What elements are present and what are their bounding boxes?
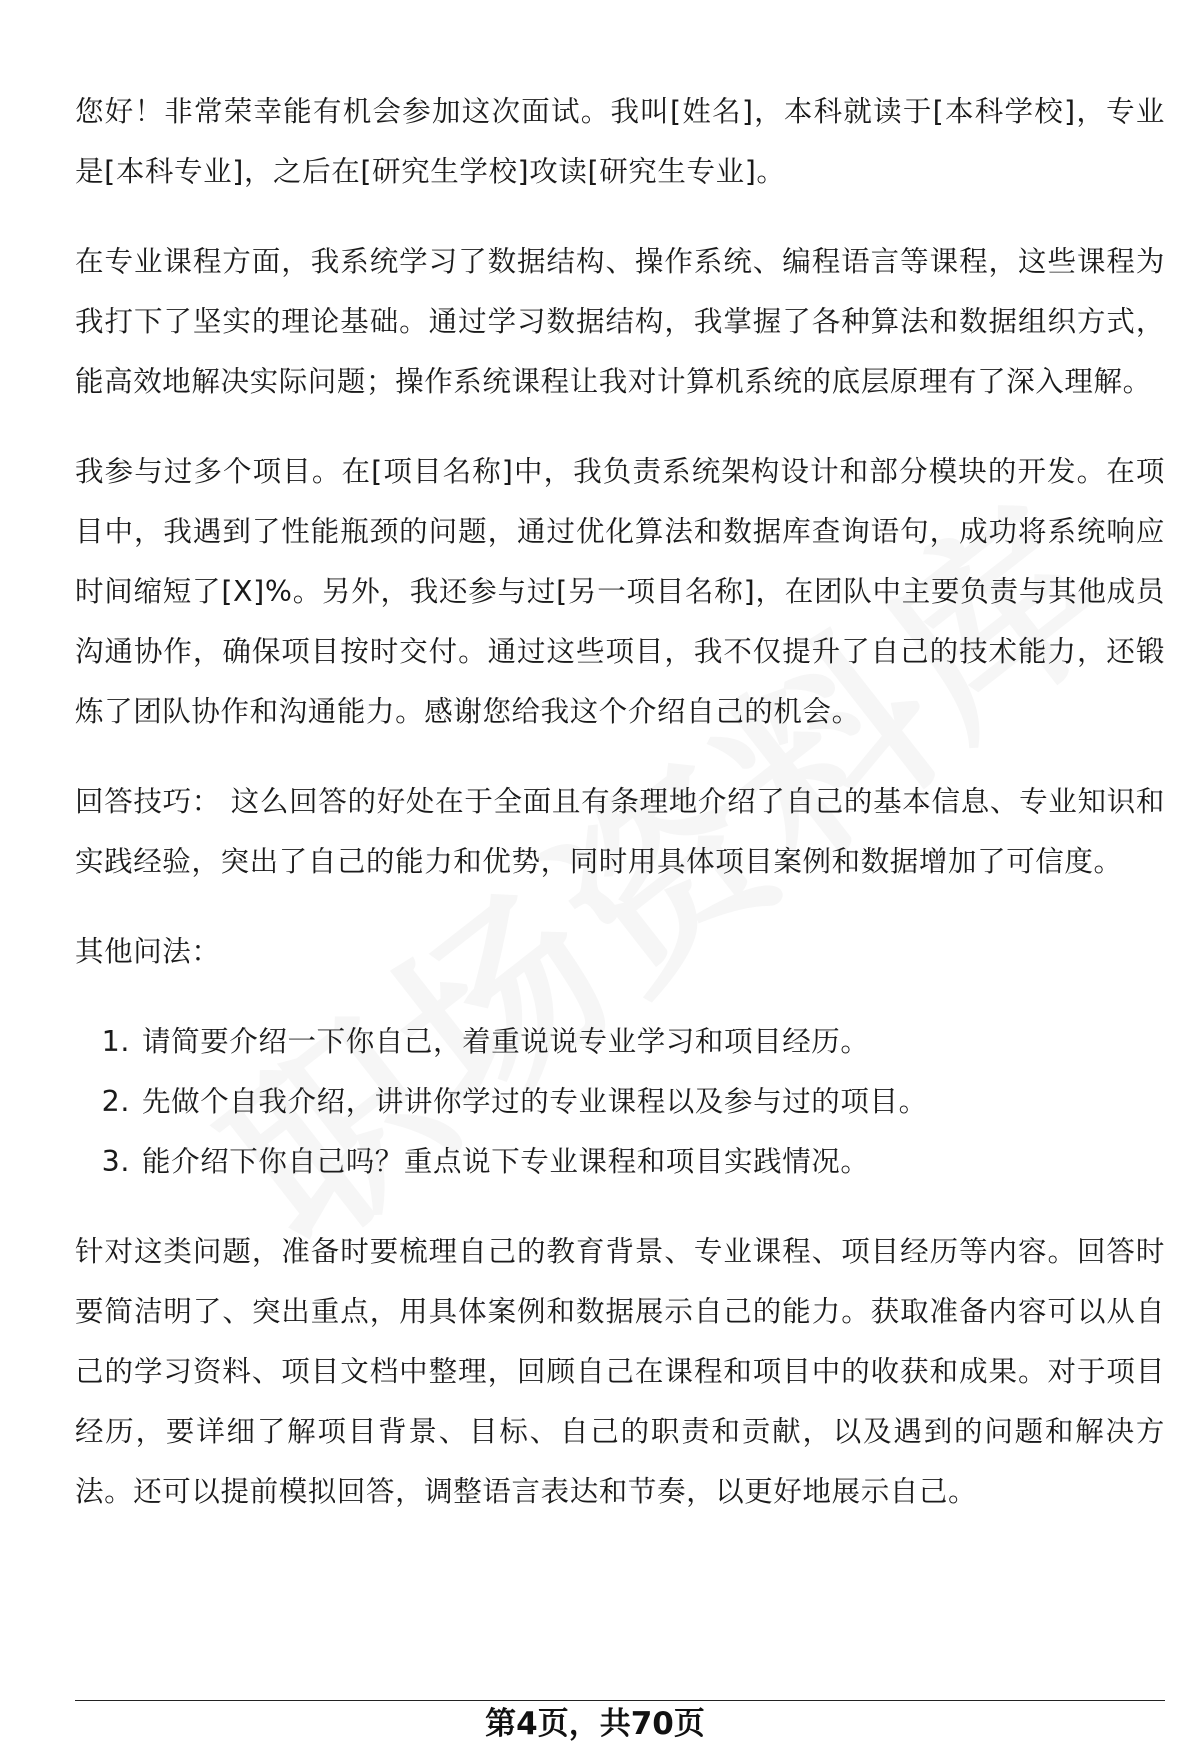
- list-item-number: 3.: [101, 1145, 130, 1178]
- list-item-text: 先做个自我介绍，讲讲你学过的专业课程以及参与过的项目。: [142, 1085, 928, 1118]
- list-item: [75, 1072, 1165, 1132]
- list-item: [75, 1012, 1165, 1072]
- alternative-questions-list: [75, 1012, 1165, 1192]
- list-item-number: 1.: [101, 1025, 130, 1058]
- paragraph-tips: 回答技巧： 这么回答的好处在于全面且有条理地介绍了自己的基本信息、专业知识和实践经验，突出了自己的能力和优势，同时用具体项目案例和数据增加了可信度。: [75, 785, 1165, 878]
- page-number: 第4页，共70页: [485, 1706, 705, 1742]
- footer-divider: [75, 1700, 1165, 1701]
- document-body: [75, 82, 1165, 1552]
- other-questions-heading: 其他问法：: [75, 935, 221, 968]
- paragraph-advice: 针对这类问题，准备时要梳理自己的教育背景、专业课程、项目经历等内容。回答时要简洁明了、突出重点，用具体案例和数据展示自己的能力。获取准备内容可以从自己的学习资料、项目文档中整理，回顾自己在课程和项目中的收获和成果。对于项目经历，要详细了解项目背景、目标、自己的职责和贡献，以及遇到的问题和解决方法。还可以提前模拟回答，调整语言表达和节奏，以更好地展示自己。: [75, 1235, 1165, 1508]
- list-item-number: 2.: [101, 1085, 130, 1118]
- paragraph-courses: 在专业课程方面，我系统学习了数据结构、操作系统、编程语言等课程，这些课程为我打下了坚实的理论基础。通过学习数据结构，我掌握了各种算法和数据组织方式，能高效地解决实际问题；操作系统课程让我对计算机系统的底层原理有了深入理解。: [75, 245, 1165, 398]
- list-item-text: 请简要介绍一下你自己，着重说说专业学习和项目经历。: [142, 1025, 870, 1058]
- list-item: [75, 1132, 1165, 1192]
- paragraph-intro: 您好！非常荣幸能有机会参加这次面试。我叫[姓名]，本科就读于[本科学校]，专业是[本科专业]，之后在[研究生学校]攻读[研究生专业]。: [75, 95, 1165, 188]
- paragraph-projects: 我参与过多个项目。在[项目名称]中，我负责系统架构设计和部分模块的开发。在项目中，我遇到了性能瓶颈的问题，通过优化算法和数据库查询语句，成功将系统响应时间缩短了[X]%。另外，我还参与过[另一项目名称]，在团队中主要负责与其他成员沟通协作，确保项目按时交付。通过这些项目，我不仅提升了自己的技术能力，还锻炼了团队协作和沟通能力。感谢您给我这个介绍自己的机会。: [75, 455, 1165, 728]
- list-item-text: 能介绍下你自己吗？重点说下专业课程和项目实践情况。: [142, 1145, 870, 1178]
